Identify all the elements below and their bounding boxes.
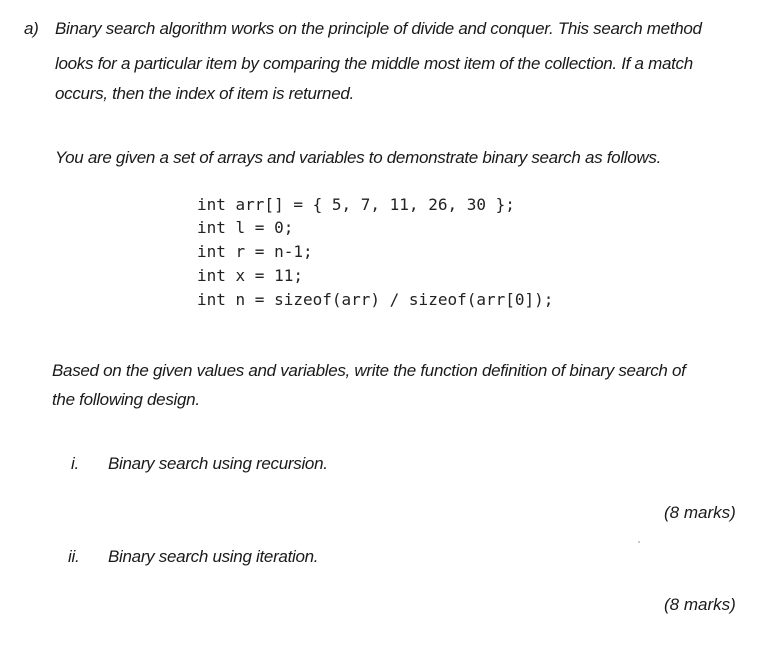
code-line: int l = 0; [197, 218, 294, 237]
part-number: ii. [68, 547, 80, 566]
part-text: Binary search using recursion. [108, 454, 328, 473]
scan-speck [638, 541, 640, 543]
code-line: int arr[] = { 5, 7, 11, 26, 30 }; [197, 195, 515, 214]
part-text: Binary search using iteration. [108, 547, 319, 566]
question-label: a) [24, 19, 39, 38]
intro-line-3: occurs, then the index of item is returned. [55, 84, 354, 103]
task-line-1: Based on the given values and variables, write the function definition of binary search of [52, 361, 686, 380]
part-marks: (8 marks) [664, 503, 736, 522]
intro-line-1: Binary search algorithm works on the principle of divide and conquer. This search method [55, 19, 702, 38]
code-line: int n = sizeof(arr) / sizeof(arr[0]); [197, 290, 554, 309]
code-line: int x = 11; [197, 266, 303, 285]
task-line-2: the following design. [52, 390, 200, 409]
given-text: You are given a set of arrays and variables to demonstrate binary search as follows. [55, 148, 662, 167]
part-number: i. [71, 454, 79, 473]
intro-line-2: looks for a particular item by comparing the middle most item of the collection. If a match [55, 54, 693, 73]
code-line: int r = n-1; [197, 242, 313, 261]
part-marks: (8 marks) [664, 595, 736, 614]
